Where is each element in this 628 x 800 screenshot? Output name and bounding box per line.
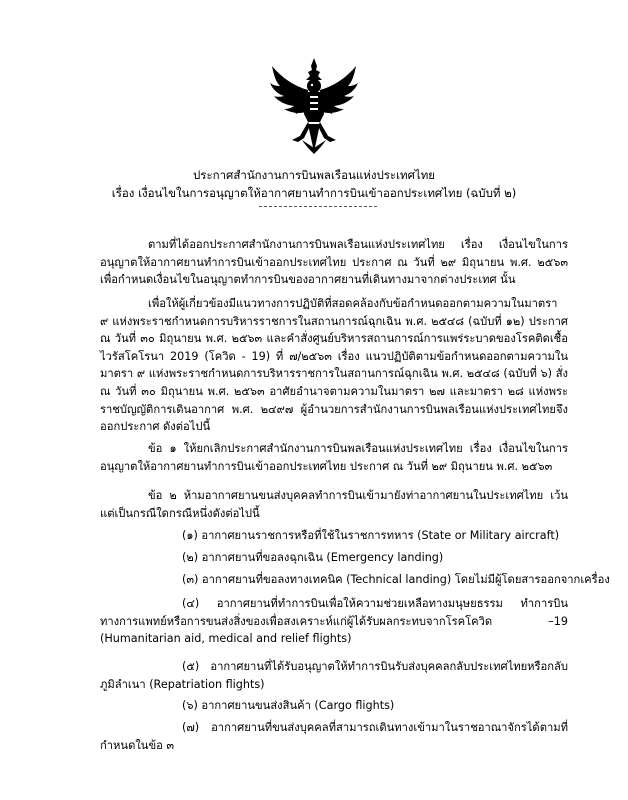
list-item: (๔) อากาศยานที่ทำการบินเพื่อให้ความช่วยเหลือทางมนุษยธรรม ทำการบินทางการแพทย์หรือการขนส่งสิ่งของเพื่อสงเคราะห์แก่ผู้ได้รับผลกระทบจากโรคโควิด –19 (Humanitarian aid, medical and relief flights) [100, 597, 568, 646]
title-separator [259, 206, 377, 207]
list-item: (๗) อากาศยานที่ขนส่งบุคคลที่สามารถเดินทางเข้ามาในราชอาณาจักรได้ตามที่กำหนดในข้อ ๓ [100, 721, 568, 752]
list-item: (๒) อากาศยานที่ขอลงฉุกเฉิน (Emergency landing) [182, 551, 444, 564]
list-item: (๖) อากาศยานขนส่งสินค้า (Cargo flights) [182, 699, 395, 712]
list-item: (๕) อากาศยานที่ได้รับอนุญาตให้ทำการบินรับส่งบุคคลกลับประเทศไทยหรือกลับภูมิลำเนา (Repatriation flights) [100, 660, 568, 691]
document-title: ประกาศสำนักงานการบินพลเรือนแห่งประเทศไทย [192, 168, 436, 182]
clause-1: ข้อ ๑ ให้ยกเลิกประกาศสำนักงานการบินพลเรือนแห่งประเทศไทย เรื่อง เงื่อนไขในการอนุญาตให้อากาศยานทำการบินเข้าออกประเทศไทย ประกาศ ณ วันที่ ๒๙ มิถุนายน พ.ศ. ๒๕๖๓ [100, 442, 568, 473]
paragraph-authority: เพื่อให้ผู้เกี่ยวข้องมีแนวทางการปฏิบัติที่สอดคล้องกับข้อกำหนดออกตามความในมาตรา ๙ แห่งพระราชกำหนดการบริหารราชการในสถานการณ์ฉุกเฉิน พ.ศ. ๒๕๔๘ (ฉบับที่ ๑๒) ประกาศ ณ วันที่ ๓๐ มิถุนายน พ.ศ. ๒๕๖๓ และคำสั่งศูนย์บริหารสถานการณ์การแพร่ระบาดของโรคติดเชื้อไวรัสโคโรนา 2019 (โควิด - 19) ที่ ๗/๒๕๖๓ เรื่อง แนวปฏิบัติตามข้อกำหนดออกตามความในมาตรา ๙ แห่งพระราชกำหนดการบริหารราชการในสถานการณ์ฉุกเฉิน พ.ศ. ๒๕๔๘ (ฉบับที่ ๖) สั่ง ณ วันที่ ๓๐ มิถุนายน พ.ศ. ๒๕๖๓ อาศัยอำนาจตามความในมาตรา ๒๗ และมาตรา ๒๘ แห่งพระราชบัญญัติการเดินอากาศ พ.ศ. ๒๔๙๗ ผู้อำนวยการสำนักงานการบินพลเรือนแห่งประเทศไทยจึงออกประกาศ ดังต่อไปนี้ [100, 297, 568, 434]
document-subject: เรื่อง เงื่อนไขในการอนุญาตให้อากาศยานทำการบินเข้าออกประเทศไทย (ฉบับที่ ๒) [111, 186, 517, 200]
clause-2: ข้อ ๒ ห้ามอากาศยานขนส่งบุคคลทำการบินเข้ามายังท่าอากาศยานในประเทศไทย เว้นแต่เป็นกรณีใดกรณีหนึ่งดังต่อไปนี้ [100, 489, 568, 520]
list-item: (๓) อากาศยานที่ขอลงทางเทคนิค (Technical landing) โดยไม่มีผู้โดยสารออกจากเครื่อง [182, 573, 610, 586]
paragraph-preamble: ตามที่ได้ออกประกาศสำนักงานการบินพลเรือนแห่งประเทศไทย เรื่อง เงื่อนไขในการอนุญาตให้อากาศยานทำการบินเข้าออกประเทศไทย ประกาศ ณ วันที่ ๒๙ มิถุนายน พ.ศ. ๒๕๖๓ เพื่อกำหนดเงื่อนไขในอนุญาตทำการบินของอากาศยานที่เดินทางมาจากต่างประเทศ นั้น [100, 238, 568, 287]
garuda-emblem-icon [264, 56, 364, 156]
list-item: (๑) อากาศยานราชการหรือที่ใช้ในราชการทหาร (State or Military aircraft) [182, 529, 560, 542]
